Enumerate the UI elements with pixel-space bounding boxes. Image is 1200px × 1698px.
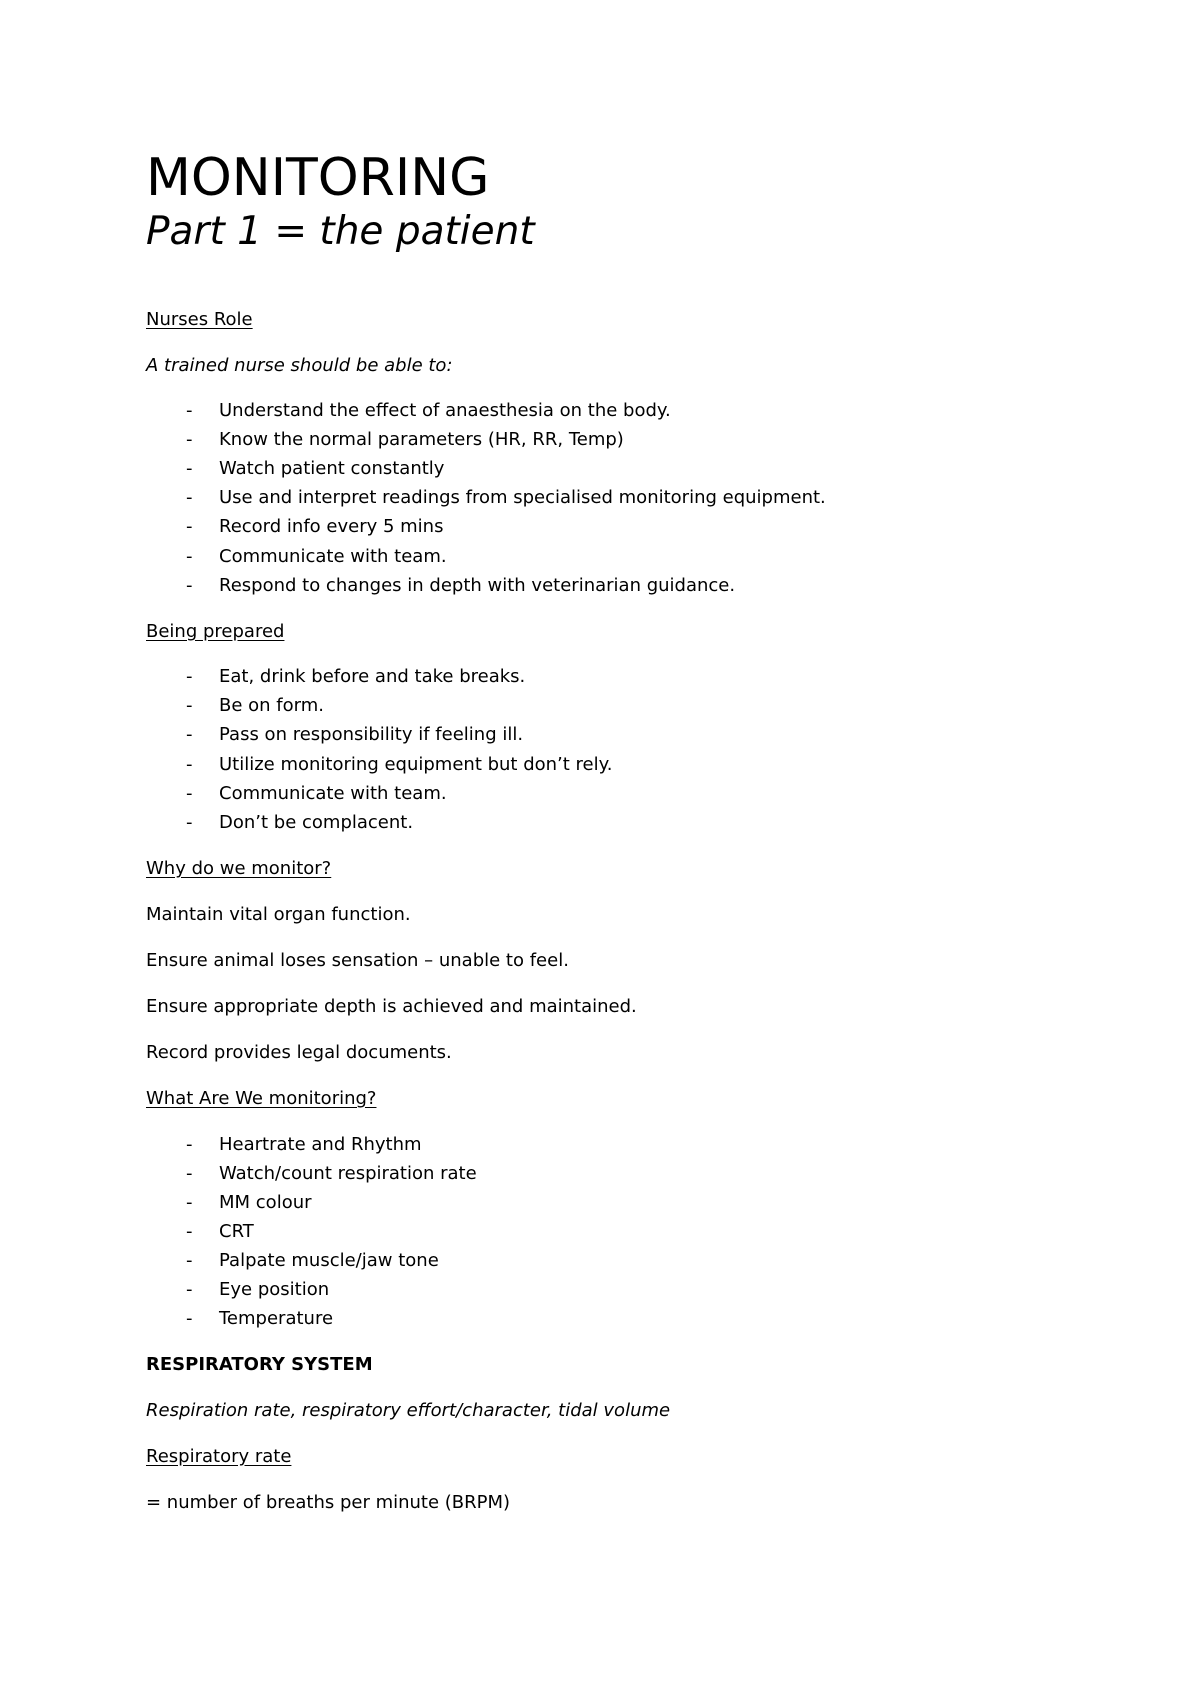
bullet-dash: - (186, 516, 193, 537)
page-subtitle: Part 1 = the patient (146, 209, 535, 254)
list-item-text: Be on form. (219, 695, 324, 716)
list-item-text: Eat, drink before and take breaks. (219, 666, 526, 687)
list-item-text: Palpate muscle/jaw tone (219, 1250, 439, 1271)
list-item-text: Record info every 5 mins (219, 516, 444, 537)
paragraph: Record provides legal documents. (146, 1042, 452, 1063)
bullet-dash: - (186, 783, 193, 804)
respiratory-rate-definition: = number of breaths per minute (BRPM) (146, 1492, 511, 1513)
list-item-text: Communicate with team. (219, 783, 447, 804)
respiratory-subheading: Respiration rate, respiratory effort/character, tidal volume (146, 1400, 671, 1421)
section-heading-why-monitor: Why do we monitor? (146, 858, 332, 879)
bullet-dash: - (186, 1134, 193, 1155)
bullet-dash: - (186, 666, 193, 687)
list-item-text: Eye position (219, 1279, 330, 1300)
bullet-dash: - (186, 546, 193, 567)
list-item-text: MM colour (219, 1192, 312, 1213)
list-item-text: Watch patient constantly (219, 458, 445, 479)
list-item-text: Heartrate and Rhythm (219, 1134, 422, 1155)
bullet-dash: - (186, 1250, 193, 1271)
list-item-text: CRT (219, 1221, 254, 1242)
list-item-text: Don’t be complacent. (219, 812, 414, 833)
bullet-dash: - (186, 400, 193, 421)
list-item-text: Watch/count respiration rate (219, 1163, 477, 1184)
paragraph: Ensure animal loses sensation – unable to feel. (146, 950, 569, 971)
list-item-text: Utilize monitoring equipment but don’t rely. (219, 754, 613, 775)
nurses-role-intro: A trained nurse should be able to: (146, 355, 453, 376)
section-heading-respiratory-system: RESPIRATORY SYSTEM (146, 1354, 373, 1375)
bullet-dash: - (186, 575, 193, 596)
list-item-text: Communicate with team. (219, 546, 447, 567)
bullet-dash: - (186, 487, 193, 508)
list-item-text: Pass on responsibility if feeling ill. (219, 724, 524, 745)
section-heading-what-monitoring: What Are We monitoring? (146, 1088, 377, 1109)
page-title: MONITORING (146, 148, 490, 208)
paragraph: Ensure appropriate depth is achieved and maintained. (146, 996, 637, 1017)
bullet-dash: - (186, 724, 193, 745)
bullet-dash: - (186, 1163, 193, 1184)
bullet-dash: - (186, 1308, 193, 1329)
list-item-text: Respond to changes in depth with veterinarian guidance. (219, 575, 736, 596)
bullet-dash: - (186, 429, 193, 450)
section-heading-being-prepared: Being prepared (146, 621, 285, 642)
bullet-dash: - (186, 1192, 193, 1213)
bullet-dash: - (186, 1221, 193, 1242)
bullet-dash: - (186, 754, 193, 775)
bullet-dash: - (186, 1279, 193, 1300)
bullet-dash: - (186, 812, 193, 833)
paragraph: Maintain vital organ function. (146, 904, 411, 925)
list-item-text: Understand the effect of anaesthesia on the body. (219, 400, 671, 421)
list-item-text: Use and interpret readings from specialised monitoring equipment. (219, 487, 826, 508)
list-item-text: Temperature (219, 1308, 334, 1329)
section-heading-respiratory-rate: Respiratory rate (146, 1446, 292, 1467)
section-heading-nurses-role: Nurses Role (146, 309, 253, 330)
bullet-dash: - (186, 458, 193, 479)
list-item-text: Know the normal parameters (HR, RR, Temp) (219, 429, 624, 450)
bullet-dash: - (186, 695, 193, 716)
